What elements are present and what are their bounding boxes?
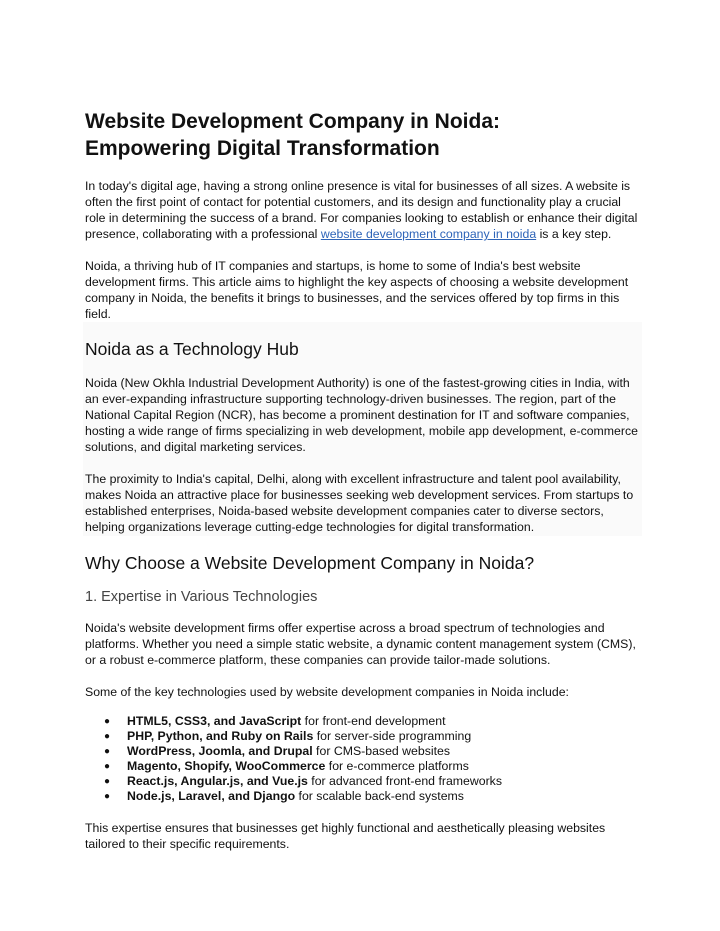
intro-paragraph-1-text: In today's digital age, having a strong online presence is vital for businesses of all sizes. A website is often the first point of contact for potential customers, and its design and functionality play a crucial role in determining the success of a brand. For companies looking to establish or enhance their digital presence, collaborating with a professional (85, 179, 638, 241)
list-item-text: for front-end development (301, 714, 446, 728)
list-item-bold: Magento, Shopify, WooCommerce (127, 759, 326, 773)
list-item (85, 729, 640, 744)
page-title-line2: Empowering Digital Transformation (85, 137, 440, 160)
list-item (85, 714, 640, 729)
list-item (85, 774, 640, 789)
expertise-subheading: 1. Expertise in Various Technologies (85, 589, 318, 605)
list-item-bold: HTML5, CSS3, and JavaScript (127, 714, 302, 728)
why-choose-heading: Why Choose a Website Development Company in Noida? (85, 553, 535, 573)
expertise-paragraph-3: This expertise ensures that businesses get highly functional and aesthetically pleasing websites tailored to their specific requirements. (85, 821, 606, 851)
list-item-text: for server-side programming (313, 729, 472, 743)
technology-hub-section (83, 322, 642, 536)
bullet-icon: ● (104, 746, 111, 757)
bullet-icon: ● (104, 776, 111, 787)
list-item-text: for advanced front-end frameworks (307, 774, 502, 788)
list-item (85, 759, 640, 774)
list-item-bold: PHP, Python, and Ruby on Rails (127, 729, 314, 743)
website-development-link[interactable]: website development company in noida (320, 227, 537, 241)
intro-paragraph-1 (85, 178, 640, 242)
list-item (85, 744, 640, 759)
technology-hub-paragraph-1: Noida (New Okhla Industrial Development Authority) is one of the fastest-growing cities in India, with an ever-expanding infrastructure supporting technology-driven businesses. The region, part of the National Capital Region (NCR), has become a prominent destination for IT and software companies, hosting a wide range of firms specializing in web development, mobile app development, e-commerce solutions, and digital marketing services. (85, 376, 638, 454)
list-item-bold: React.js, Angular.js, and Vue.js (127, 774, 308, 788)
intro-paragraph-2: Noida, a thriving hub of IT companies and startups, is home to some of India's best website development firms. This article aims to highlight the key aspects of choosing a website development company in Noida, the benefits it brings to businesses, and the services offered by top firms in this field. (85, 259, 629, 321)
technology-hub-paragraph-2: The proximity to India's capital, Delhi, along with excellent infrastructure and talent pool availability, makes Noida an attractive place for businesses seeking web development services. From startups to established enterprises, Noida-based website development companies cater to diverse sectors, helping organizations leverage cutting-edge technologies for digital transformation. (85, 472, 634, 534)
list-item-bold: Node.js, Laravel, and Django (127, 789, 296, 803)
intro-paragraph-1-tail: is a key step. (536, 227, 612, 241)
page-title-line1: Website Development Company in Noida: (85, 110, 501, 133)
document-page (85, 108, 640, 852)
list-item-text: for scalable back-end systems (295, 789, 464, 803)
bullet-icon: ● (104, 716, 111, 727)
technology-list (85, 714, 640, 804)
list-item-bold: WordPress, Joomla, and Drupal (127, 744, 313, 758)
bullet-icon: ● (104, 791, 111, 802)
expertise-paragraph-1: Noida's website development firms offer expertise across a broad spectrum of technologies and platforms. Whether you need a simple static website, a dynamic content management system (CMS), or a robust e-commerce platform, these companies can provide tailor-made solutions. (85, 621, 636, 667)
list-item (85, 789, 640, 804)
expertise-paragraph-2: Some of the key technologies used by website development companies in Noida include: (85, 685, 569, 699)
bullet-icon: ● (104, 731, 111, 742)
list-item-text: for e-commerce platforms (325, 759, 469, 773)
bullet-icon: ● (104, 761, 111, 772)
page-title (85, 108, 640, 162)
list-item-text: for CMS-based websites (312, 744, 451, 758)
technology-hub-heading: Noida as a Technology Hub (85, 339, 299, 359)
